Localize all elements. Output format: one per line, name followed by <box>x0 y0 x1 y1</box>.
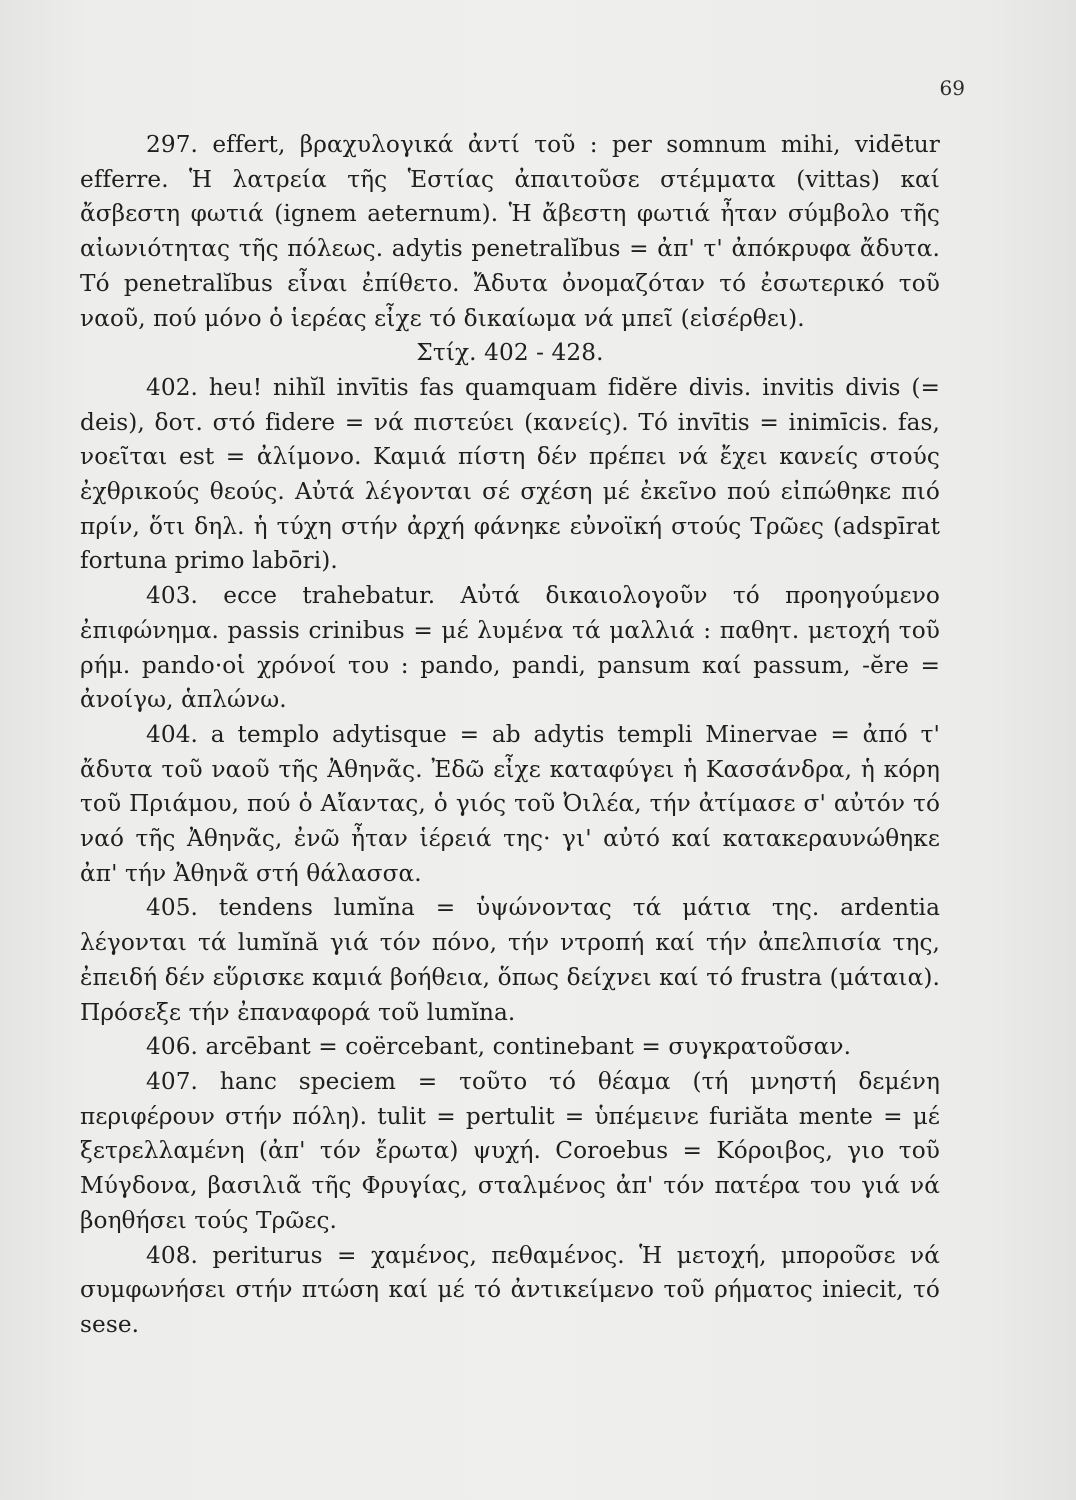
page-number: 69 <box>939 76 965 100</box>
commentary-paragraph-297: 297. effert, βραχυλογικά ἀντί τοῦ : per somnum mihi, vidētur efferre. Ἡ λατρεία τῆς Ἑστίας ἀπαιτοῦσε στέμματα (vittas) καί ἄσβεστη φωτιά (ignem aeternum). Ἡ ἄβεστη φωτιά ἦταν σύμβολο τῆς αἰωνιότητας τῆς πόλεως. adytis penetralĭbus = ἀπ' τ' ἀπόκρυφα ἄδυτα. Τό penetralĭbus εἶναι ἐπίθετο. Ἄδυτα ὀνομαζόταν τό ἐσωτερικό τοῦ ναοῦ, πού μόνο ὁ ἱερέας εἶχε τό δικαίωμα νά μπεῖ (εἰσέρθει). <box>80 131 940 332</box>
section-heading: Στίχ. 402 - 428. <box>416 339 604 367</box>
commentary-paragraph-402: 402. heu! nihĭl invītis fas quamquam fidĕre divis. invitis divis (= deis), δοτ. στό fidere = νά πιστεύει (κανείς). Τό invītis = inimīcis. fas, νοεῖται est = ἀλίμονο. Καμιά πίστη δέν πρέπει νά ἔχει κανείς στούς ἐχθρικούς θεούς. Αὐτά λέγονται σέ σχέση μέ ἐκεῖνο πού εἰπώθηκε πιό πρίν, ὅτι δηλ. ἡ τύχη στήν ἀρχή φάνηκε εὐνοϊκή στούς Τρῶες (adspīrat fortuna primo labōri). <box>80 373 940 575</box>
page-body <box>80 128 940 1343</box>
commentary-paragraph-404: 404. a templo adytisque = ab adytis templi Minervae = ἀπό τ' ἄδυτα τοῦ ναοῦ τῆς Ἀθηνᾶς. Ἐδῶ εἶχε καταφύγει ἡ Κασσάνδρα, ἡ κόρη τοῦ Πριάμου, πού ὁ Αἴαντας, ὁ γιός τοῦ Ὀιλέα, τήν ἀτίμασε σ' αὐτόν τό ναό τῆς Ἀθηνᾶς, ἐνῶ ἦταν ἱέρειά της· γι' αὐτό καί κατακεραυνώθηκε ἀπ' τήν Ἀθηνᾶ στή θάλασσα. <box>80 720 940 887</box>
commentary-paragraph-405: 405. tendens lumĭna = ὑψώνοντας τά μάτια της. ardentia λέγονται τά lumĭnă γιά τόν πόνο, τήν ντροπή καί τήν ἀπελπισία της, ἐπειδή δέν εὕρισκε καμιά βοήθεια, ὅπως δείχνει καί τό frustra (μάταια). Πρόσεξε τήν ἐπαναφορά τοῦ lumĭna. <box>80 894 940 1026</box>
commentary-paragraph-406: 406. arcēbant = coërcebant, continebant = συγκρατοῦσαν. <box>146 1033 852 1061</box>
commentary-paragraph-407: 407. hanc speciem = τοῦτο τό θέαμα (τή μνηστή δεμένη περιφέρουν στήν πόλη). tulit = pertulit = ὑπέμεινε furiăta mente = μέ ξετρελλαμένη (ἀπ' τόν ἔρωτα) ψυχή. Coroebus = Κόροιβος, γιο τοῦ Μύγδονα, βασιλιᾶ τῆς Φρυγίας, σταλμένος ἀπ' τόν πατέρα του γιά νά βοηθήσει τούς Τρῶες. <box>80 1067 940 1234</box>
commentary-paragraph-408: 408. periturus = χαμένος, πεθαμένος. Ἡ μετοχή, μποροῦσε νά συμφωνήσει στήν πτώση καί μέ τό ἀντικείμενο τοῦ ρήματος iniecit, τό sese. <box>80 1241 940 1338</box>
commentary-paragraph-403: 403. ecce trahebatur. Αὐτά δικαιολογοῦν τό προηγούμενο ἐπιφώνημα. passis crinibus = μέ λυμένα τά μαλλιά : παθητ. μετοχή τοῦ ρήμ. pando·οἱ χρόνοί του : pando, pandi, pansum καί passum, -ĕre = ἀνοίγω, ἁπλώνω. <box>80 582 940 714</box>
